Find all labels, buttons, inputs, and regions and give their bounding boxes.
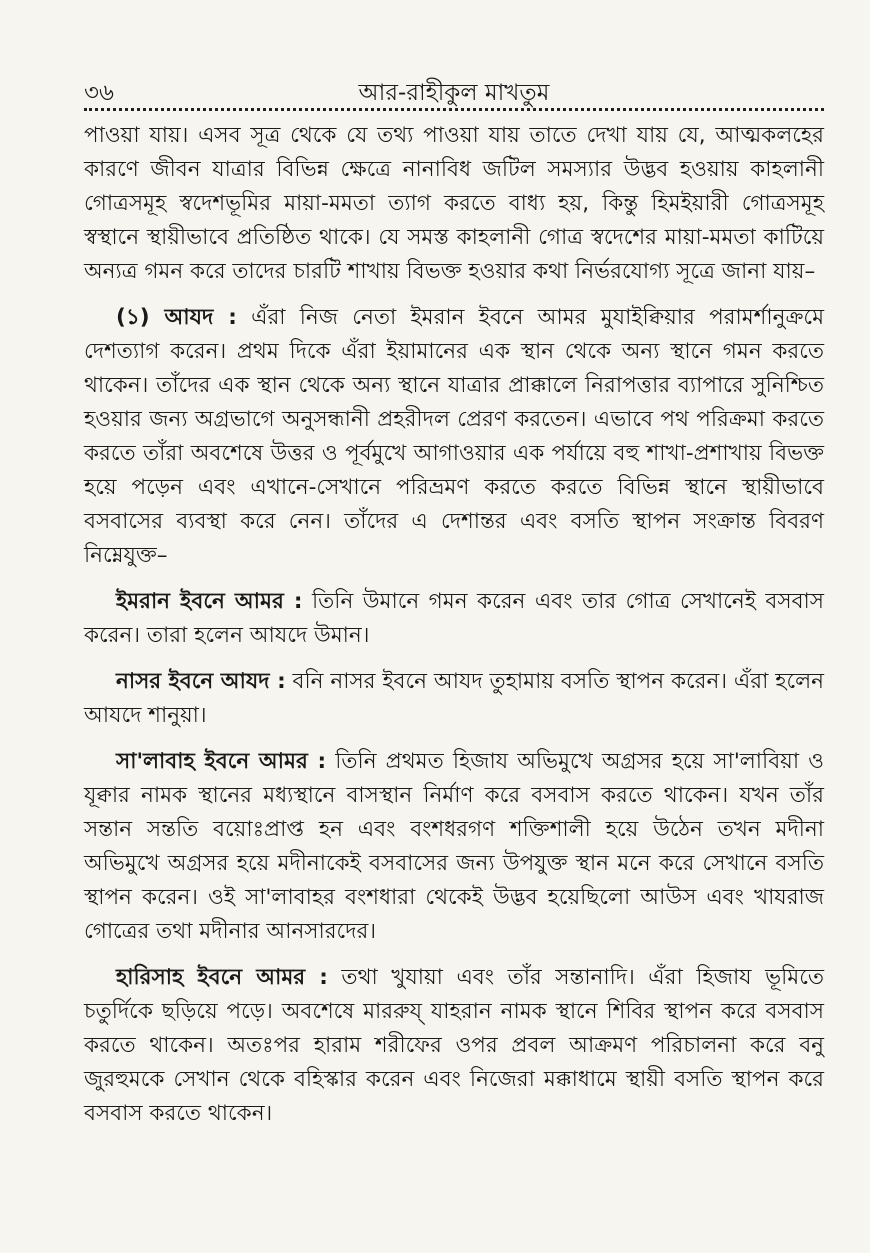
paragraph-text: এঁরা নিজ নেতা ইমরান ইবনে আমর মুযাইক্বিয়ার পরামর্শানুক্রমে দেশত্যাগ করেন। প্রথম দিকে এঁরা ইয়ামানের এক স্থান থেকে অন্য স্থানে গমন করতে থাকেন। তাঁদের এক স্থান থেকে অন্য স্থানে যাত্রার প্রাক্কালে নিরাপত্তার ব্যাপারে সুনিশ্চিত হওয়ার জন্য অগ্রভাগে অনুসন্ধানী প্রহরীদল প্রেরণ করতেন। এভাবে পথ পরিক্রমা করতে করতে তাঁরা অবশেষে উত্তর ও পূর্বমুখে আগাওয়ার এক পর্যায়ে বহু শাখা-প্রশাখায় বিভক্ত হয়ে পড়েন এবং এখানে-সেখানে পরিভ্রমণ করতে করতে বিভিন্ন স্থানে স্থায়ীভাবে বসবাসের ব্যবস্থা করে নেন। তাঁদের এ দেশান্তর এবং বসতি স্থাপন সংক্রান্ত বিবরণ নিম্নেযুক্ত– <box>84 305 825 568</box>
book-page <box>84 70 824 1143</box>
page-header <box>84 70 824 106</box>
page-number: ৩৬ <box>84 80 114 106</box>
paragraph-thalabah <box>84 745 824 949</box>
paragraph-nasr <box>84 665 824 733</box>
paragraph-intro <box>84 119 824 289</box>
paragraph-term: সা'লাবাহ ইবনে আমর : <box>116 749 327 774</box>
running-title: আর-রাহীকুল মাখতুম <box>358 80 550 106</box>
paragraph-term: হারিসাহ ইবনে আমর : <box>116 965 328 990</box>
paragraph-text: তিনি উমানে গমন করেন এবং তার গোত্র সেখানেই বসবাস করেন। তারা হলেন আযদে উমান। <box>84 589 824 648</box>
paragraph-text: বনি নাসর ইবনে আযদ তুহামায় বসতি স্থাপন করেন। এঁরা হলেন আযদে শানুয়া। <box>84 669 824 728</box>
paragraph-term: (১) আযদ : <box>116 305 237 330</box>
paragraph-harithah <box>84 961 824 1131</box>
paragraph-azd <box>84 301 824 573</box>
paragraph-term: ইমরান ইবনে আমর : <box>116 589 303 614</box>
paragraph-term: নাসর ইবনে আযদ : <box>116 669 286 694</box>
paragraph-text: তিনি প্রথমত হিজায অভিমুখে অগ্রসর হয়ে সা'লাবিয়া ও যূক্বার নামক স্থানের মধ্যস্থানে বাসস্থান নির্মাণ করে বসবাস করতে থাকেন। যখন তাঁর সন্তান সন্ততি বয়োঃপ্রাপ্ত হন এবং বংশধরগণ শক্তিশালী হয়ে উঠেন তখন মদীনা অভিমুখে অগ্রসর হয়ে মদীনাকেই বসবাসের জন্য উপযুক্ত স্থান মনে করে সেখানে বসতি স্থাপন করেন। ওই সা'লাবাহর বংশধারা থেকেই উদ্ভব হয়েছিলো আউস এবং খাযরাজ গোত্রের তথা মদীনার আনসারদের। <box>84 749 824 944</box>
paragraph-text: পাওয়া যায়। এসব সূত্র থেকে যে তথ্য পাওয়া যায় তাতে দেখা যায় যে, আত্মকলহের কারণে জীবন যাত্রার বিভিন্ন ক্ষেত্রে নানাবিধ জটিল সমস্যার উদ্ভব হওয়ায় কাহলানী গোত্রসমূহ স্বদেশভূমির মায়া-মমতা ত্যাগ করতে বাধ্য হয়, কিন্তু হিমইয়ারী গোত্রসমূহ স্বস্থানে স্থায়ীভাবে প্রতিষ্ঠিত থাকে। যে সমস্ত কাহলানী গোত্র স্বদেশের মায়া-মমতা কাটিয়ে অন্যত্র গমন করে তাদের চারটি শাখায় বিভক্ত হওয়ার কথা নির্ভরযোগ্য সূত্রে জানা যায়– <box>84 123 824 284</box>
body-text <box>84 119 824 1131</box>
paragraph-imran <box>84 585 824 653</box>
paragraph-text: তথা খুযায়া এবং তাঁর সন্তানাদি। এঁরা হিজায ভূমিতে চতুর্দিকে ছড়িয়ে পড়ে। অবশেষে মাররুয্ যাহরান নামক স্থানে শিবির স্থাপন করে বসবাস করতে থাকেন। অতঃপর হারাম শরীফের ওপর প্রবল আক্রমণ পরিচালনা করে বনু জুরহুমকে সেখান থেকে বহিস্কার করেন এবং নিজেরা মক্কাধামে স্থায়ী বসতি স্থাপন করে বসবাস করতে থাকেন। <box>84 965 824 1126</box>
